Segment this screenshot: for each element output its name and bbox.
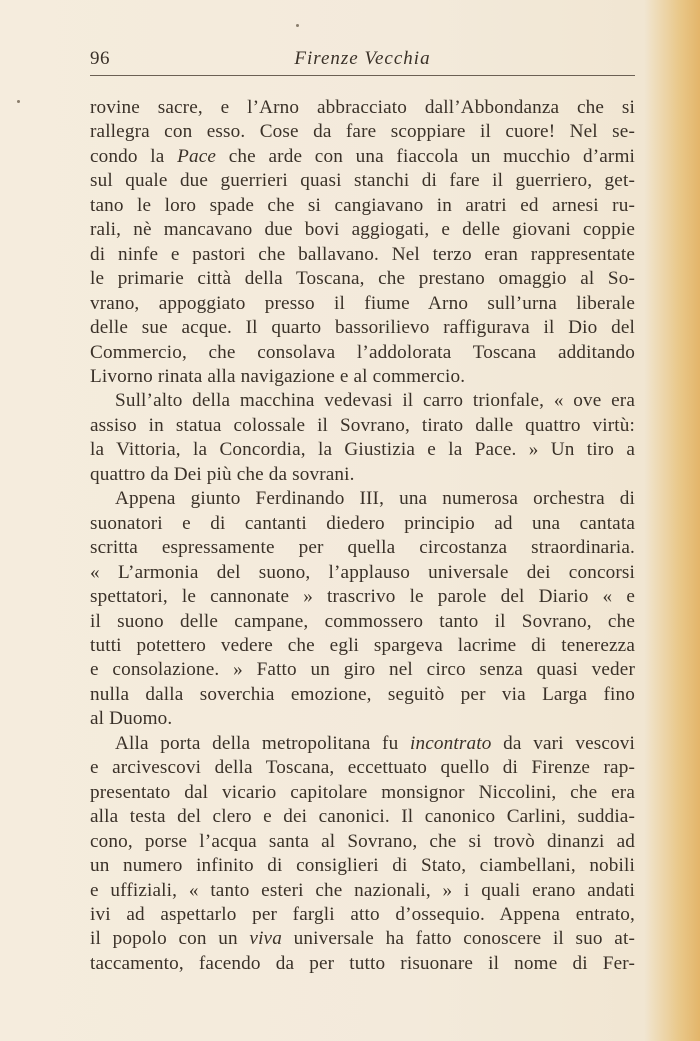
text-line: e arcivescovi della Toscana, eccettuato quello di Firenze rap- [90,757,635,779]
running-title: Firenze Vecchia [294,48,431,69]
text-line: tutti potettero vedere che egli spargeva lacrime di tenerezza [90,634,635,656]
text-line: sul quale due guerrieri quasi stanchi di fare il guerriero, get- [90,170,635,192]
text-run: da vari vescovi [491,732,635,754]
text-line: vrano, appoggiato presso il fiume Arno sull’urna liberale [90,292,635,314]
text-line: suonatori e di cantanti diedero principio ad una cantata [90,512,635,534]
text-line: scritta espressamente per quella circostanza straordinaria. [90,537,635,559]
text-line: alla testa del clero e dei canonici. Il canonico Carlini, suddia- [90,806,635,828]
text-line: rali, nè mancavano due bovi aggiogati, e delle giovani coppie [90,219,635,241]
text-line [90,927,635,951]
text-line: rovine sacre, e l’Arno abbracciato dall’Abbondanza che si [90,97,635,118]
text-line: delle sue acque. Il quarto bassorilievo raffigurava il Dio del [90,317,635,339]
text-run: che arde con una fiaccola un mucchio d’armi [216,145,635,167]
text-line: e consolazione. » Fatto un giro nel circo senza quasi veder [90,659,635,681]
text-line [90,732,635,756]
text-line [90,145,635,169]
text-line: rallegra con esso. Cose da fare scoppiare il cuore! Nel se- [90,121,635,143]
text-line: di ninfe e pastori che ballavano. Nel terzo eran rappresentate [90,243,635,265]
header-rule [90,75,635,76]
text-line: il suono delle campane, commossero tanto il Sovrano, che [90,610,635,632]
text-run: Alla porta della metropolitana fu [115,732,411,754]
text-line: spettatori, le cannonate » trascrivo le parole del Diario « e [90,586,635,608]
italic-text-run: incontrato [410,732,492,754]
text-line: un numero infinito di consiglieri di Stato, ciambellani, nobili [90,855,635,877]
margin-dot-mark [17,100,20,103]
text-line: tano le loro spade che si cangiavano in aratri ed arnesi ru- [90,194,635,216]
text-line: « L’armonia del suono, l’applauso universale dei concorsi [90,561,635,583]
italic-text-run: Pace [177,145,217,167]
text-line: cono, porse l’acqua santa al Sovrano, che si trovò dinanzi ad [90,830,635,852]
text-line: le primarie città della Toscana, che prestano omaggio al So- [90,268,635,290]
text-line: al Duomo. [90,708,173,730]
text-line: Commercio, che consolava l’addolorata Toscana additando [90,341,635,363]
text-run: il popolo con un [90,928,250,950]
text-line: presentato dal vicario capitolare monsignor Niccolini, che era [90,781,635,803]
text-line: nulla dalla soverchia emozione, seguitò per via Larga fino [90,683,635,705]
text-run: universale ha fatto conoscere il suo at- [281,928,635,950]
text-line: ivi ad aspettarlo per fargli atto d’ossequio. Appena entrato, [90,903,635,925]
text-line: assiso in statua colossale il Sovrano, tirato dalle quattro virtù: [90,414,635,436]
text-line: quattro da Dei più che da sovrani. [90,463,355,485]
text-line: Sull’alto della macchina vedevasi il carro trionfale, « ove era [115,390,635,412]
text-line: Appena giunto Ferdinando III, una numerosa orchestra di [115,488,635,510]
text-run: condo la [90,145,178,167]
page-header [90,46,635,76]
text-line: la Vittoria, la Concordia, la Giustizia e la Pace. » Un tiro a [90,439,635,461]
page-number: 96 [90,48,110,69]
body-text [90,96,635,976]
italic-text-run: viva [249,928,282,950]
text-line: taccamento, facendo da per tutto risuonare il nome di Fer- [90,952,635,974]
top-center-dot-mark [296,24,299,27]
text-line: Livorno rinata alla navigazione e al commercio. [90,365,466,387]
text-line: e uffiziali, « tanto esteri che nazionali, » i quali erano andati [90,879,635,901]
